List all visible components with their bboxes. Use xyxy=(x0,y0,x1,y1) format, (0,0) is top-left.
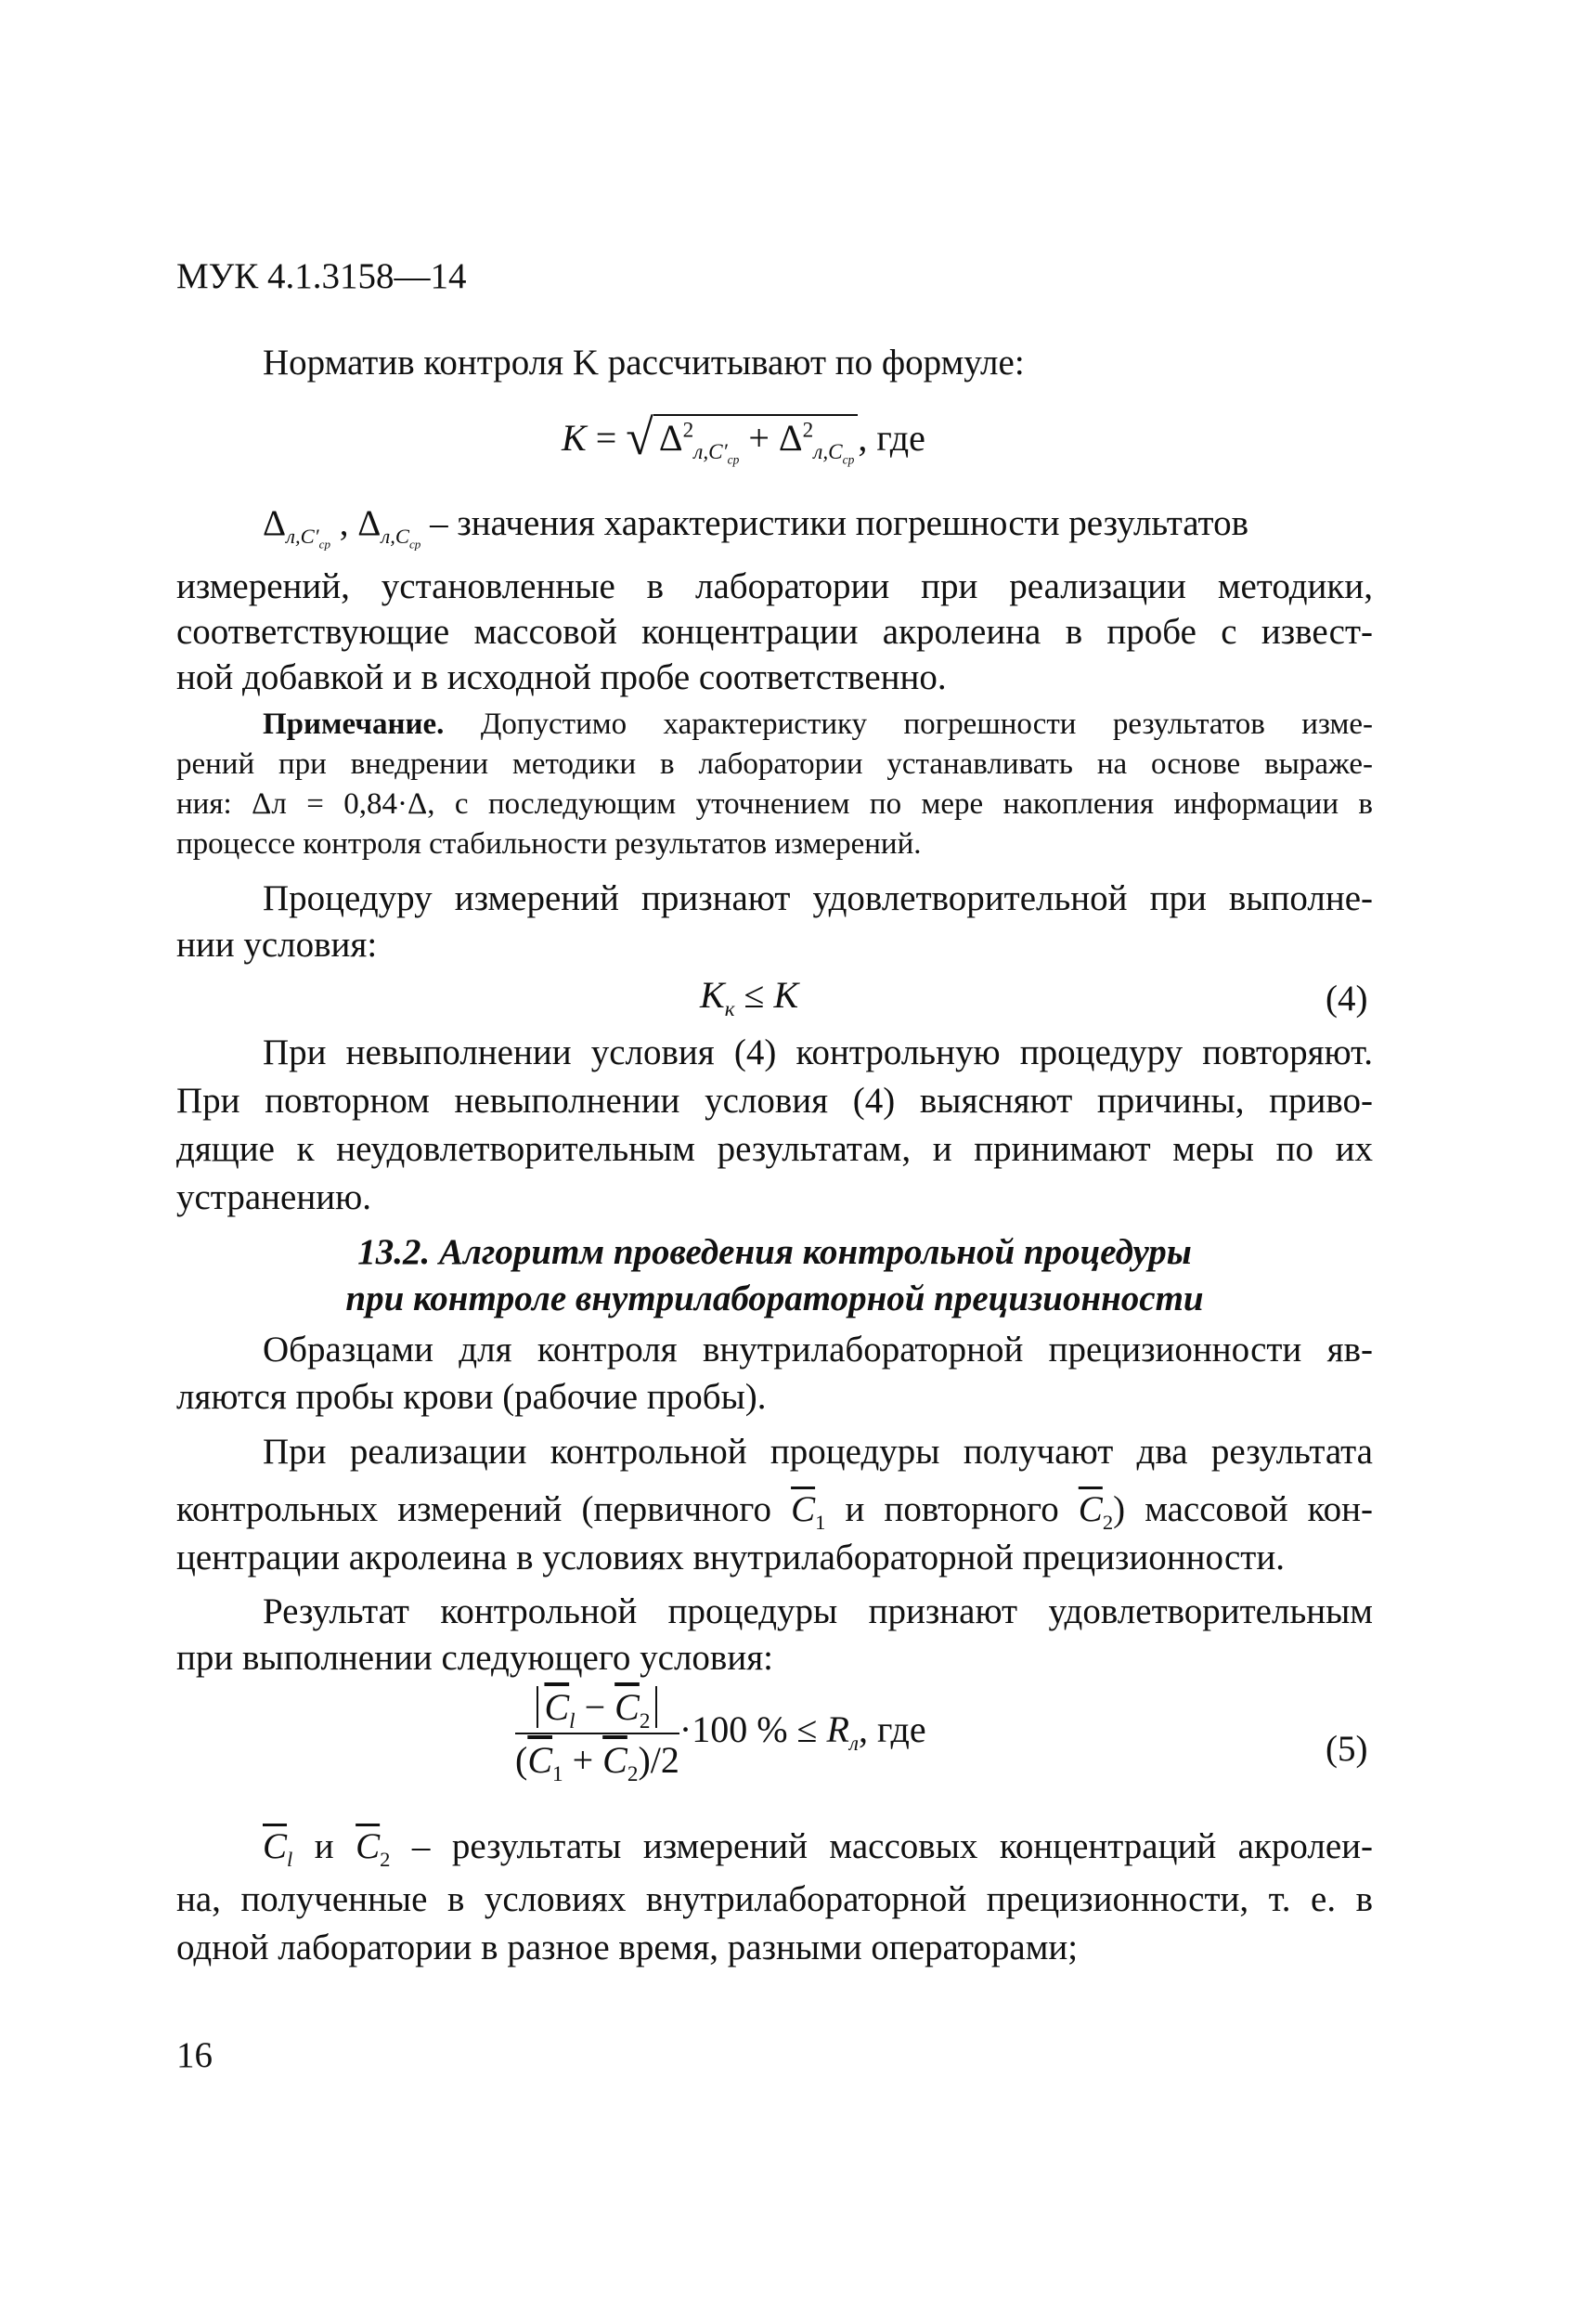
c-definition-line-2: на, полученные в условиях внутрилабораторной прецизионности, т. е. в xyxy=(176,1879,1373,1919)
doc-code: МУК 4.1.3158—14 xyxy=(176,256,467,296)
section-title-line-1: 13.2. Алгоритм проведения контрольной процедуры xyxy=(357,1232,1192,1272)
failure-line-3: дящие к неудовлетворительным результатам, и принимают меры по их xyxy=(176,1129,1373,1169)
c-definition-line-1 xyxy=(263,1823,1373,1871)
section-title-line-2: при контроле внутрилабораторной прецизионности xyxy=(345,1279,1204,1318)
c-2-symbol: $\overline{C}_2$ xyxy=(356,1826,391,1871)
delta-c: $\Delta_{л,C_{ср}}$ xyxy=(357,503,421,552)
radicand: $\Delta^2_{л,C'_{ср}} + \Delta^2_{л,C_{ср}}$ xyxy=(653,414,858,461)
formula-k-plus: + xyxy=(748,417,770,459)
failure-line-4: устранению. xyxy=(176,1177,371,1217)
deltas-line-4: ной добавкой и в исходной пробе соответственно. xyxy=(176,657,947,697)
formula-k-tail: , где xyxy=(858,417,925,459)
note-line-3: ния: Δл = 0,84·Δ, с последующим уточнением по мере накопления информации в xyxy=(176,787,1373,821)
deltas-line-2: измерений, установленные в лаборатории при реализации методики, xyxy=(176,566,1373,606)
procedure-line-2: нии условия: xyxy=(176,925,378,965)
formula-5-fraction: $\frac{\overline{C}_l - \overline{C}_2}{(\overline{C}_1 + \overline{C}_2)/2}$ xyxy=(515,1686,679,1786)
deltas-line-3: соответствующие массовой концентрации акролеина в пробе с извест- xyxy=(176,612,1373,652)
deltas-line-1: – значения характеристики погрешности результатов xyxy=(430,503,1248,543)
note-line-4: процессе контроля стабильности результатов измерений. xyxy=(176,827,922,861)
c-definition-line-1-text: – результаты измерений массовых концентраций акролеи- xyxy=(411,1826,1374,1866)
failure-line-2: При повторном невыполнении условия (4) выясняют причины, приво- xyxy=(176,1081,1373,1121)
formula-5-percent: ·100 % ≤ xyxy=(679,1708,818,1751)
failure-line-1: При невыполнении условия (4) контрольную процедуру повторяют. xyxy=(263,1032,1373,1072)
page-number: 16 xyxy=(176,2035,213,2075)
implementation-line-2a: контрольных измерений (первичного xyxy=(176,1489,771,1529)
implementation-line-2b: и повторного xyxy=(845,1489,1059,1529)
formula-4-number: (4) xyxy=(1326,979,1368,1019)
note-line-1 xyxy=(263,706,1373,743)
implementation-line-1: При реализации контрольной процедуры получают два результата xyxy=(263,1432,1373,1472)
note-line-2: рений при внедрении методики в лаборатории устанавливать на основе выраже- xyxy=(176,747,1373,781)
c-definition-and: и xyxy=(314,1826,334,1866)
delta-c-prime: $\Delta_{л,C'_{ср}}$ xyxy=(263,503,331,552)
c1-symbol: $\overline{C}$ xyxy=(791,1489,816,1529)
c-l-symbol: $\overline{C}_l$ xyxy=(263,1826,293,1871)
formula-k-lhs: K xyxy=(562,417,587,459)
result-line-2: при выполнении следующего условия: xyxy=(176,1638,773,1678)
result-line-1: Результат контрольной процедуры признают удовлетворительным xyxy=(263,1591,1373,1631)
procedure-line-1: Процедуру измерений признают удовлетворительной при выполне- xyxy=(263,878,1373,918)
formula-4: $K_к \le K$ xyxy=(700,974,799,1021)
formula-k-eq: = xyxy=(595,417,617,459)
note-label: Примечание. xyxy=(263,708,445,741)
formula-5-number: (5) xyxy=(1326,1729,1368,1769)
formula-5: $\frac{\overline{C}_l - \overline{C}_2}{(\overline{C}_1 + \overline{C}_2)/2}$ ·100 % ≤ $R_л$, где xyxy=(515,1686,926,1786)
c-definition-line-3: одной лаборатории в разное время, разными операторами; xyxy=(176,1928,1079,1967)
note-line-1-text: Допустимо характеристику погрешности результатов изме- xyxy=(480,708,1373,741)
implementation-line-2: контрольных измерений (первичного $\overline{C}_1$ и повторного $\overline{C}_2$) массовой кон- xyxy=(176,1489,1373,1534)
implementation-line-3: центрации акролеина в условиях внутрилабораторной прецизионности. xyxy=(176,1538,1285,1577)
implementation-line-2c: ) массовой кон- xyxy=(1113,1489,1373,1529)
sqrt-sign: √ xyxy=(626,409,653,465)
formula-5-tail: , где xyxy=(859,1708,926,1751)
samples-line-2: ляются пробы крови (рабочие пробы). xyxy=(176,1377,767,1417)
samples-line-1: Образцами для контроля внутрилабораторной прецизионности яв- xyxy=(263,1330,1373,1370)
deltas-symbols: $\Delta_{л,C'_{ср}}$ , $\Delta_{л,C_{ср}}$ – значения характеристики погрешности результатов xyxy=(263,503,1248,552)
c2-symbol: $\overline{C}$ xyxy=(1078,1489,1103,1529)
formula-k xyxy=(562,409,925,474)
intro-text: Норматив контроля K рассчитывают по формуле: xyxy=(263,343,1025,383)
